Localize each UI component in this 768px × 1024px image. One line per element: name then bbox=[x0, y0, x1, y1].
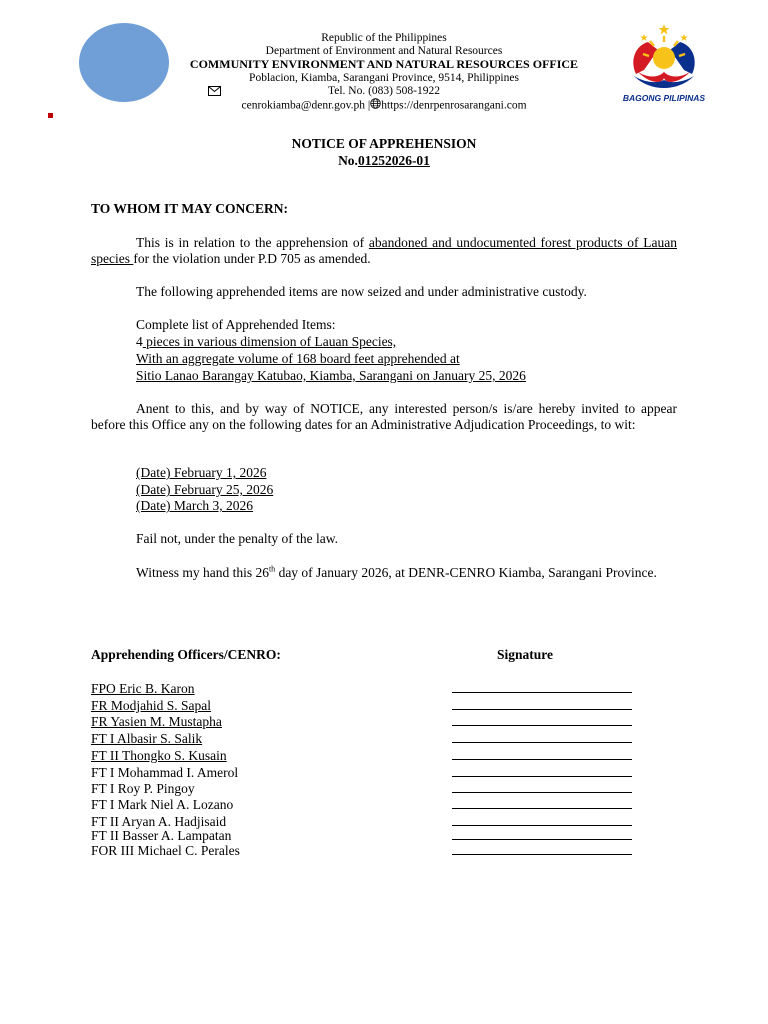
officer-name: FT I Roy P. Pingoy bbox=[91, 781, 195, 796]
date-2: (Date) February 25, 2026 bbox=[136, 482, 274, 497]
paragraph-apprehension bbox=[91, 235, 677, 266]
witness-text-start: Witness my hand this 26 bbox=[136, 565, 269, 580]
officers-heading: Apprehending Officers/CENRO: bbox=[91, 647, 281, 662]
items-line-1 bbox=[136, 334, 396, 350]
signature-line bbox=[452, 854, 632, 855]
letterhead-line-republic: Republic of the Philippines bbox=[321, 32, 447, 44]
bagong-pilipinas-text: BAGONG PILIPINAS bbox=[622, 93, 706, 103]
notice-number-row bbox=[0, 152, 768, 169]
items-line-1-count: 4 bbox=[136, 334, 143, 349]
letterhead-address: Poblacion, Kiamba, Sarangani Province, 9514, Philippines bbox=[249, 71, 519, 84]
denr-seal-placeholder bbox=[79, 23, 169, 102]
globe-icon bbox=[370, 98, 381, 113]
signature-line bbox=[452, 776, 632, 777]
paragraph-seized: The following apprehended items are now seized and under administrative custody. bbox=[136, 284, 587, 299]
signature-line bbox=[452, 792, 632, 793]
letterhead-contact-row bbox=[170, 98, 598, 113]
paragraph-notice-invitation: Anent to this, and by way of NOTICE, any interested person/s is/are hereby invited to appear before this Office any on the following dates for an Administrative Adjudication Proceedings, to wit: bbox=[91, 401, 677, 432]
letterhead-line-department: Department of Environment and Natural Resources bbox=[265, 45, 503, 58]
letterhead bbox=[170, 32, 598, 113]
officer-name: FT II Basser A. Lampatan bbox=[91, 828, 232, 843]
items-line-2: With an aggregate volume of 168 board feet apprehended at bbox=[136, 351, 460, 366]
items-line-3: Sitio Lanao Barangay Katubao, Kiamba, Sarangani on January 25, 2026 bbox=[136, 368, 526, 383]
letterhead-tel-row bbox=[170, 85, 598, 98]
signature-line bbox=[452, 725, 632, 726]
notice-title: NOTICE OF APPREHENSION bbox=[291, 136, 477, 151]
signature-line bbox=[452, 709, 632, 710]
contact-separator: | bbox=[365, 99, 371, 112]
notice-number: 01252026-01 bbox=[357, 153, 430, 168]
items-heading: Complete list of Apprehended Items: bbox=[136, 317, 336, 332]
date-1: (Date) February 1, 2026 bbox=[136, 465, 267, 480]
para1-underlined: abandoned and undocumented forest products of Lauan species bbox=[91, 235, 677, 266]
officer-name: FR Yasien M. Mustapha bbox=[91, 714, 222, 729]
witness-superscript: th bbox=[268, 564, 276, 574]
officer-name: FT I Mark Niel A. Lozano bbox=[91, 797, 234, 812]
bullet-marker bbox=[48, 113, 53, 118]
officer-name: FT II Thongko S. Kusain bbox=[91, 748, 227, 763]
letterhead-website[interactable]: https://denrpenrosarangani.com bbox=[381, 99, 527, 112]
witness-text-end: day of January 2026, at DENR-CENRO Kiamba, Sarangani Province. bbox=[275, 565, 657, 580]
items-line-1-text: pieces in various dimension of Lauan Species, bbox=[142, 334, 397, 349]
officer-name: FR Modjahid S. Sapal bbox=[91, 698, 212, 713]
mail-icon bbox=[208, 86, 221, 100]
salutation: TO WHOM IT MAY CONCERN: bbox=[91, 201, 289, 216]
paragraph-penalty: Fail not, under the penalty of the law. bbox=[136, 531, 338, 546]
officer-name: FT I Albasir S. Salik bbox=[91, 731, 203, 746]
date-3: (Date) March 3, 2026 bbox=[136, 498, 253, 513]
signature-line bbox=[452, 692, 632, 693]
signature-line bbox=[452, 742, 632, 743]
signature-line bbox=[452, 759, 632, 760]
para1-text-start: This is in relation to the apprehension of bbox=[136, 235, 369, 250]
notice-number-prefix: No. bbox=[338, 153, 358, 168]
bagong-pilipinas-logo bbox=[614, 22, 714, 106]
officer-name: FOR III Michael C. Perales bbox=[91, 843, 240, 858]
paragraph-witness bbox=[91, 565, 677, 581]
signature-heading: Signature bbox=[497, 647, 554, 662]
letterhead-tel: Tel. No. (083) 508-1922 bbox=[328, 84, 440, 97]
notice-title-block bbox=[0, 135, 768, 169]
officer-name: FT II Aryan A. Hadjisaid bbox=[91, 814, 227, 829]
signature-line bbox=[452, 839, 632, 840]
signature-line bbox=[452, 825, 632, 826]
officer-name: FPO Eric B. Karon bbox=[91, 681, 195, 696]
letterhead-email[interactable]: cenrokiamba@denr.gov.ph bbox=[241, 99, 366, 112]
officer-name: FT I Mohammad I. Amerol bbox=[91, 765, 239, 780]
signature-line bbox=[452, 808, 632, 809]
para1-text-end: for the violation under P.D 705 as amended. bbox=[133, 250, 371, 266]
letterhead-office: COMMUNITY ENVIRONMENT AND NATURAL RESOURCES OFFICE bbox=[189, 57, 579, 72]
